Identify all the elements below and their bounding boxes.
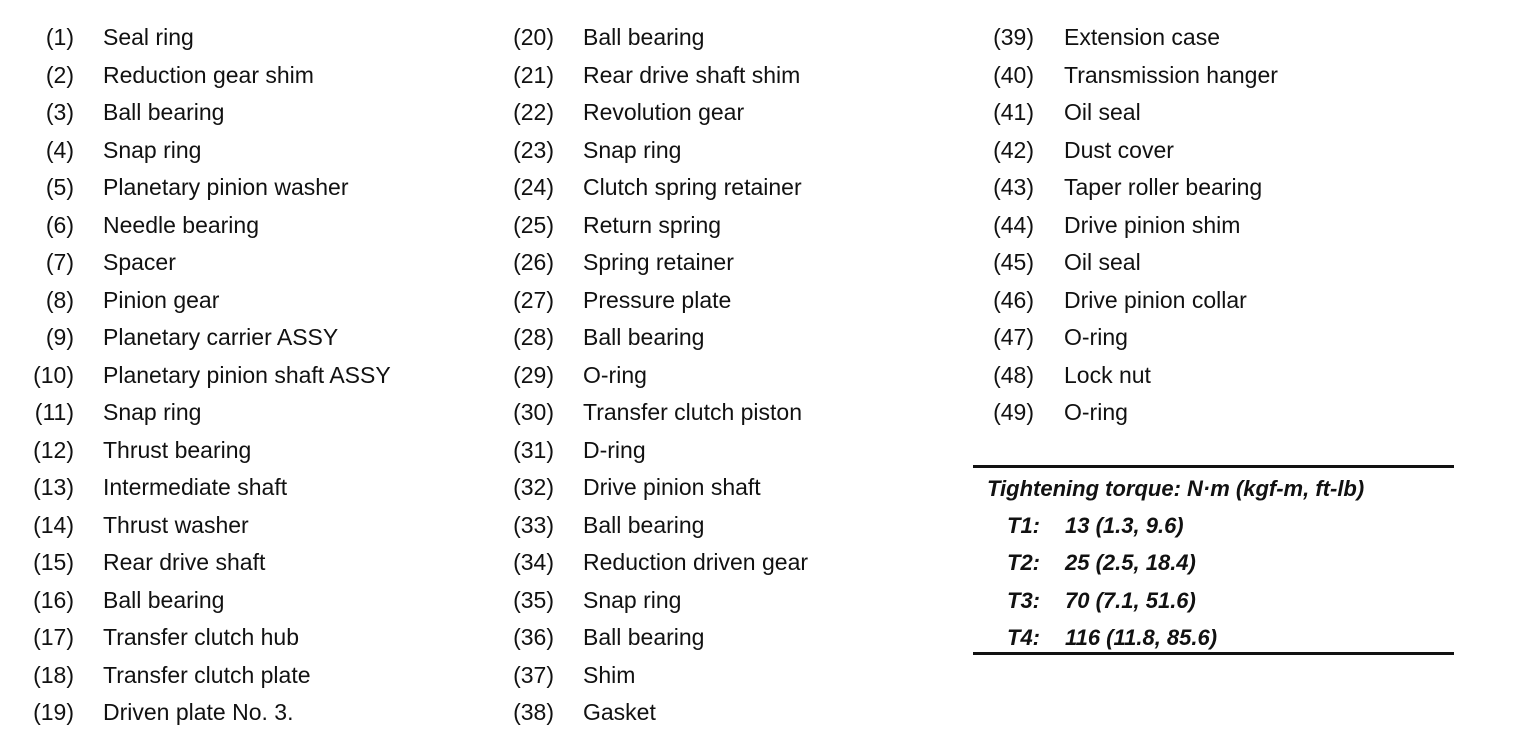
- part-number: (44): [993, 211, 1034, 238]
- part-number: (40): [993, 61, 1034, 88]
- part-name: Transfer clutch piston: [583, 399, 803, 425]
- part-number: (19): [33, 699, 74, 725]
- parts-list-item: [988, 169, 1263, 207]
- part-name: Snap ring: [103, 399, 202, 425]
- part-number: (22): [513, 99, 554, 125]
- part-name: Return spring: [583, 211, 722, 238]
- tightening-torque-table: [973, 465, 1454, 655]
- parts-list-item: [508, 394, 803, 432]
- torque-key: T1:: [1007, 513, 1040, 538]
- part-number: (36): [513, 624, 554, 650]
- part-name: Drive pinion shaft: [583, 474, 761, 500]
- parts-list-item: [508, 169, 802, 207]
- parts-list-item: [508, 132, 682, 170]
- part-number: (17): [33, 624, 74, 650]
- part-name: Oil seal: [1064, 249, 1141, 275]
- part-number: (21): [513, 61, 554, 88]
- part-name: Transfer clutch hub: [103, 624, 300, 650]
- parts-list-item: [28, 57, 314, 95]
- parts-list-item: [988, 319, 1128, 357]
- parts-list-item: [508, 582, 682, 620]
- part-name: Snap ring: [583, 586, 682, 613]
- part-number: (34): [513, 549, 554, 575]
- part-name: Snap ring: [103, 136, 202, 163]
- part-name: Revolution gear: [583, 99, 745, 125]
- part-number: (24): [513, 174, 554, 200]
- part-name: Transfer clutch plate: [103, 661, 311, 688]
- part-number: (18): [33, 661, 74, 688]
- parts-list-item: [28, 619, 300, 657]
- part-number: (8): [45, 286, 74, 313]
- part-number: (42): [993, 136, 1034, 163]
- parts-list-item: [508, 507, 705, 545]
- part-number: (4): [45, 136, 74, 163]
- parts-list-item: [508, 544, 809, 582]
- part-number: (30): [513, 399, 554, 425]
- part-number: (12): [33, 436, 74, 463]
- part-name: Driven plate No. 3.: [103, 699, 294, 725]
- part-name: O-ring: [1064, 324, 1128, 350]
- parts-list-item: [28, 469, 288, 507]
- part-number: (32): [513, 474, 554, 500]
- torque-key: T2:: [1007, 550, 1040, 575]
- parts-list-item: [988, 19, 1220, 57]
- part-number: (38): [513, 699, 554, 725]
- parts-list-item: [508, 282, 732, 320]
- part-name: Ball bearing: [103, 586, 225, 613]
- part-name: Ball bearing: [583, 624, 705, 650]
- part-name: Spacer: [103, 249, 176, 275]
- part-number: (47): [993, 324, 1034, 350]
- torque-row-t4: [1007, 621, 1217, 655]
- parts-list-item: [508, 244, 734, 282]
- parts-list-item: [988, 57, 1278, 95]
- parts-list-item: [988, 357, 1151, 395]
- part-number: (14): [33, 511, 74, 538]
- parts-list-item: [28, 657, 311, 695]
- part-name: O-ring: [583, 361, 647, 388]
- part-number: (23): [513, 136, 554, 163]
- torque-value: 13 (1.3, 9.6): [1065, 513, 1184, 538]
- part-number: (26): [513, 249, 554, 275]
- part-name: Lock nut: [1064, 361, 1151, 388]
- part-name: Thrust bearing: [103, 436, 252, 463]
- torque-value: 116 (11.8, 85.6): [1065, 625, 1218, 650]
- parts-list-item: [988, 244, 1141, 282]
- part-number: (41): [993, 99, 1034, 125]
- part-name: Planetary pinion washer: [103, 174, 349, 200]
- part-number: (25): [513, 211, 554, 238]
- parts-list-item: [28, 357, 391, 395]
- part-name: Gasket: [583, 699, 656, 725]
- parts-list-item: [508, 357, 647, 395]
- part-name: Transmission hanger: [1064, 61, 1278, 88]
- part-number: (37): [513, 661, 554, 688]
- part-name: Drive pinion collar: [1064, 286, 1247, 313]
- part-number: (6): [45, 211, 74, 238]
- part-name: Planetary carrier ASSY: [103, 324, 339, 350]
- part-number: (31): [513, 436, 554, 463]
- part-name: Thrust washer: [103, 511, 249, 538]
- parts-list-item: [28, 244, 176, 282]
- parts-list-item: [28, 394, 202, 432]
- part-number: (29): [513, 361, 554, 388]
- torque-table-title: Tightening torque: N·m (kgf-m, ft-lb): [987, 476, 1365, 501]
- parts-list-item: [508, 94, 745, 132]
- part-name: Rear drive shaft: [103, 549, 266, 575]
- torque-key: T4:: [1007, 625, 1040, 650]
- parts-list-item: [988, 132, 1174, 170]
- part-number: (39): [993, 24, 1034, 50]
- part-number: (11): [34, 399, 74, 425]
- parts-list-item: [508, 694, 656, 732]
- parts-list-item: [508, 469, 761, 507]
- part-number: (16): [33, 586, 74, 613]
- part-name: Needle bearing: [103, 211, 260, 238]
- part-number: (5): [45, 174, 74, 200]
- part-name: Reduction gear shim: [103, 61, 314, 88]
- part-number: (15): [33, 549, 74, 575]
- parts-list-item: [28, 432, 252, 470]
- torque-key: T3:: [1007, 588, 1040, 613]
- part-number: (46): [993, 286, 1034, 313]
- parts-list-item: [28, 319, 339, 357]
- part-name: Ball bearing: [583, 24, 705, 50]
- part-name: Extension case: [1064, 24, 1220, 50]
- part-name: Drive pinion shim: [1064, 211, 1241, 238]
- part-number: (1): [45, 24, 74, 50]
- part-number: (7): [45, 249, 74, 275]
- parts-list-item: [988, 394, 1128, 432]
- part-number: (49): [993, 399, 1034, 425]
- parts-list-item: [508, 619, 705, 657]
- parts-list-item: [508, 657, 636, 695]
- parts-list-item: [988, 94, 1141, 132]
- parts-list-item: [28, 282, 220, 320]
- torque-value: 70 (7.1, 51.6): [1065, 588, 1196, 613]
- parts-list-item: [508, 57, 801, 95]
- part-number: (45): [993, 249, 1034, 275]
- part-name: Rear drive shaft shim: [583, 61, 801, 88]
- torque-value: 25 (2.5, 18.4): [1065, 550, 1196, 575]
- parts-list-item: [28, 132, 202, 170]
- parts-list-item: [28, 207, 260, 245]
- part-number: (10): [33, 361, 74, 388]
- part-name: Spring retainer: [583, 249, 734, 275]
- part-name: Intermediate shaft: [103, 474, 288, 500]
- parts-list-item: [28, 507, 249, 545]
- part-name: Snap ring: [583, 136, 682, 163]
- parts-list-item: [508, 207, 722, 245]
- parts-list-item: [28, 94, 225, 132]
- part-name: Pinion gear: [103, 286, 220, 313]
- part-name: Oil seal: [1064, 99, 1141, 125]
- part-number: (27): [513, 286, 554, 313]
- part-name: Taper roller bearing: [1064, 174, 1263, 200]
- part-name: Ball bearing: [583, 511, 705, 538]
- part-number: (48): [993, 361, 1034, 388]
- parts-list-item: [28, 582, 225, 620]
- part-number: (28): [513, 324, 554, 350]
- parts-list-item: [988, 207, 1241, 245]
- torque-row-t3: [1007, 584, 1196, 618]
- part-name: O-ring: [1064, 399, 1128, 425]
- parts-list-item: [508, 19, 705, 57]
- part-number: (35): [513, 586, 554, 613]
- parts-list-column-1: [28, 19, 391, 732]
- part-number: (3): [45, 99, 74, 125]
- part-name: Clutch spring retainer: [583, 174, 802, 200]
- part-name: Dust cover: [1064, 136, 1174, 163]
- part-name: Ball bearing: [103, 99, 225, 125]
- part-name: Ball bearing: [583, 324, 705, 350]
- parts-list-column-3: [988, 19, 1278, 432]
- torque-row-t1: [1007, 509, 1184, 543]
- part-name: Shim: [583, 661, 636, 688]
- parts-list-item: [28, 544, 266, 582]
- part-name: Seal ring: [103, 24, 194, 50]
- part-number: (43): [993, 174, 1034, 200]
- parts-list-column-2: [508, 19, 809, 732]
- part-number: (2): [45, 61, 74, 88]
- parts-list-item: [508, 319, 705, 357]
- part-name: Planetary pinion shaft ASSY: [103, 361, 391, 388]
- part-number: (13): [33, 474, 74, 500]
- parts-list-item: [28, 19, 194, 57]
- parts-list-item: [28, 694, 294, 732]
- torque-row-t2: [1007, 546, 1196, 580]
- parts-list-item: [28, 169, 349, 207]
- part-name: Pressure plate: [583, 286, 732, 313]
- part-number: (20): [513, 24, 554, 50]
- parts-list-item: [508, 432, 646, 470]
- part-name: Reduction driven gear: [583, 549, 809, 575]
- part-name: D-ring: [583, 436, 646, 463]
- part-number: (33): [513, 511, 554, 538]
- part-number: (9): [45, 324, 74, 350]
- parts-list-item: [988, 282, 1247, 320]
